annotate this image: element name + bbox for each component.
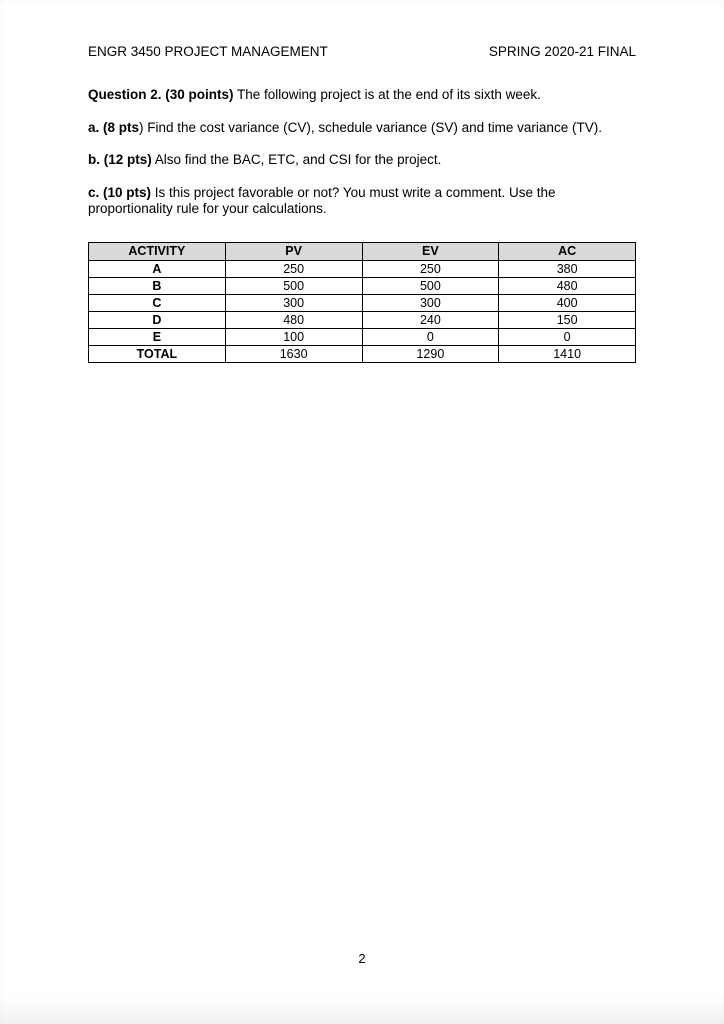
table-header-row: [89, 242, 636, 260]
part-a-label: a. (8 pts: [88, 119, 140, 135]
table-cell-ac: 400: [499, 294, 636, 311]
table-cell-ev: 300: [362, 294, 499, 311]
part-c-text: Is this project favorable or not? You must write a comment. Use the proportionality rule for your calculations.: [88, 184, 556, 216]
table-row: [89, 328, 636, 345]
table-row: [89, 294, 636, 311]
table-cell-ac: 380: [499, 260, 636, 277]
question-part-c: [88, 185, 636, 218]
question-part-a: [88, 120, 636, 137]
table-cell-ev: 250: [362, 260, 499, 277]
table-cell-activity: B: [89, 277, 226, 294]
table-cell-total-ev: 1290: [362, 345, 499, 362]
column-header-ac: AC: [499, 242, 636, 260]
table-cell-total-label: TOTAL: [89, 345, 226, 362]
document-header: [88, 44, 636, 59]
part-a-text: ) Find the cost variance (CV), schedule variance (SV) and time variance (TV).: [139, 119, 602, 135]
table-cell-pv: 480: [225, 311, 362, 328]
question-part-b: [88, 152, 636, 169]
activity-table: [88, 242, 636, 363]
table-cell-ac: 0: [499, 328, 636, 345]
page-edge-shadow: [0, 994, 724, 1024]
question-intro-label: Question 2. (30 points): [88, 87, 234, 102]
table-cell-ev: 500: [362, 277, 499, 294]
table-cell-ac: 150: [499, 311, 636, 328]
table-cell-total-ac: 1410: [499, 345, 636, 362]
column-header-pv: PV: [225, 242, 362, 260]
question-intro: [88, 87, 636, 104]
table-cell-total-pv: 1630: [225, 345, 362, 362]
table-cell-pv: 500: [225, 277, 362, 294]
header-course-title: ENGR 3450 PROJECT MANAGEMENT: [88, 44, 328, 59]
table-row: [89, 277, 636, 294]
table-cell-pv: 300: [225, 294, 362, 311]
table-row: [89, 311, 636, 328]
column-header-activity: ACTIVITY: [89, 242, 226, 260]
column-header-ev: EV: [362, 242, 499, 260]
question-intro-text: The following project is at the end of its sixth week.: [233, 87, 541, 102]
table-cell-ev: 0: [362, 328, 499, 345]
part-b-text: Also find the BAC, ETC, and CSI for the project.: [151, 152, 442, 167]
table-total-row: [89, 345, 636, 362]
table-cell-ac: 480: [499, 277, 636, 294]
table-cell-pv: 250: [225, 260, 362, 277]
table-cell-activity: D: [89, 311, 226, 328]
table-cell-activity: A: [89, 260, 226, 277]
part-b-label: b. (12 pts): [88, 152, 152, 167]
table-row: [89, 260, 636, 277]
table-cell-pv: 100: [225, 328, 362, 345]
table-cell-ev: 240: [362, 311, 499, 328]
part-c-label: c. (10 pts): [88, 184, 152, 200]
table-cell-activity: E: [89, 328, 226, 345]
table-cell-activity: C: [89, 294, 226, 311]
header-exam-title: SPRING 2020-21 FINAL: [488, 44, 636, 59]
page-number: 2: [358, 951, 366, 966]
page-content: [88, 44, 636, 363]
